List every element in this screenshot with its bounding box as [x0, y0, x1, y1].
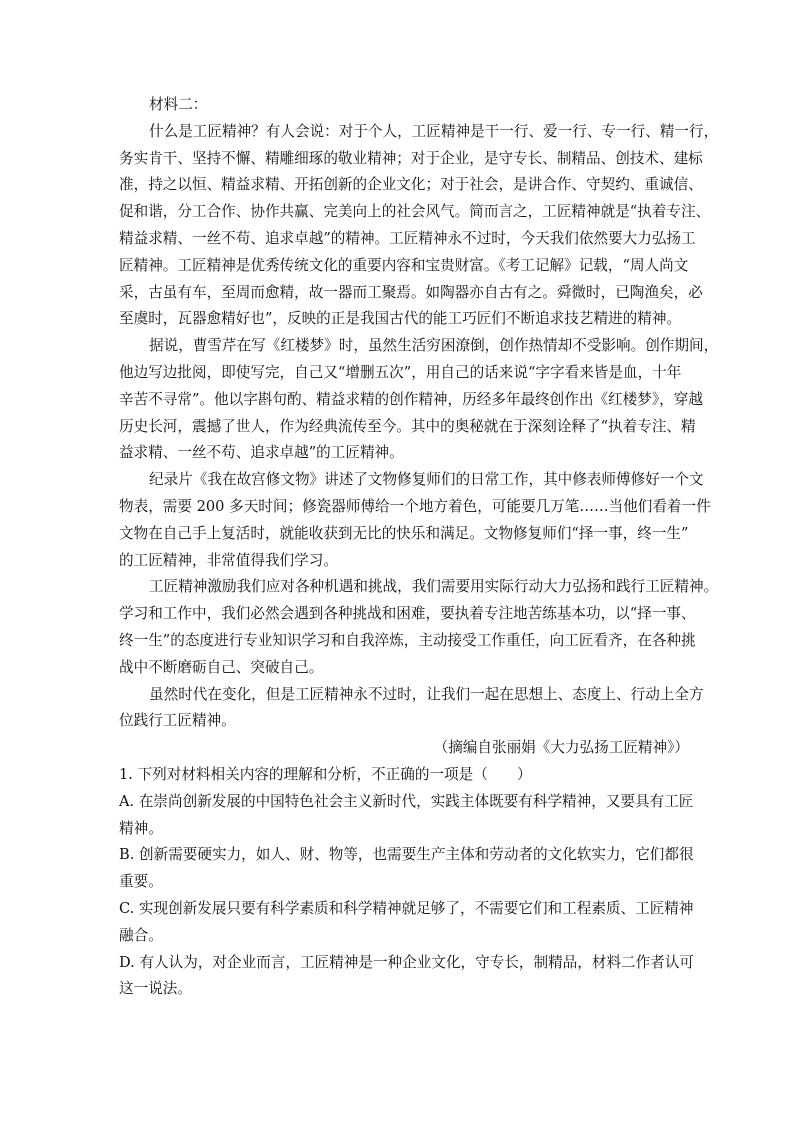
- paragraph-3: [119, 467, 711, 574]
- material-heading: 材料二：: [149, 96, 208, 113]
- paragraph-line: 虽然时代在变化，但是工匠精神永不过时，让我们一起在思想上、态度上、行动上全方: [149, 685, 704, 703]
- option-c: [119, 896, 694, 950]
- paragraph-line: 精益求精、一丝不苟、追求卓越”的精神。工匠精神永不过时，今天我们依然要大力弘扬工: [119, 229, 696, 247]
- paragraph-2: [119, 333, 719, 467]
- option-line: B. 创新需要硬实力，如人、财、物等，也需要生产主体和劳动者的文化软实力，它们都很: [119, 846, 694, 864]
- option-line: 这一说法。: [119, 980, 192, 998]
- option-b: [119, 842, 694, 896]
- paragraph-line: 采，古虽有车，至周而愈精，故一器而工聚焉。如陶器亦自古有之。舜微时，已陶渔矣，必: [119, 283, 703, 301]
- paragraph-line: 务实肯干、坚持不懈、精雕细琢的敬业精神；对于企业，是守专长、制精品、创技术、建标: [119, 149, 703, 167]
- paragraph-line: 准，持之以恒、精益求精、开拓创新的企业文化；对于社会，是讲合作、守契约、重诚信、: [119, 176, 703, 194]
- paragraph-line: 益求精、一丝不苟、追求卓越”的工匠精神。: [119, 444, 404, 462]
- option-line: A. 在崇尚创新发展的中国特色社会主义新时代，实践主体既要有科学精神，又要具有工匠: [119, 792, 694, 810]
- option-line: 融合。: [119, 926, 163, 944]
- paragraph-line: 战中不断磨砺自己、突破自己。: [119, 658, 324, 676]
- question-1: [119, 762, 695, 1003]
- source-citation: （摘编自张丽娟《大力弘扬工匠精神》）: [433, 739, 689, 757]
- option-line: 重要。: [119, 873, 163, 891]
- paragraph-line: 历史长河，震撼了世人，作为经典流传至今。其中的奥秘就在于深刻诠释了“执着专注、精: [119, 417, 696, 435]
- paragraph-line: 促和谐，分工合作、协作共赢、完美向上的社会风气。简而言之，工匠精神就是“执着专注、: [119, 203, 711, 221]
- option-a: [119, 789, 694, 843]
- option-d: [119, 950, 695, 1004]
- paragraph-line: 至虞时，瓦器愈精好也”，反映的正是我国古代的能工巧匠们不断追求技艺精进的精神。: [119, 310, 682, 328]
- option-line: 精神。: [119, 819, 163, 837]
- paragraph-4: [119, 574, 719, 681]
- option-line: D. 有人认为，对企业而言，工匠精神是一种企业文化，守专长，制精品，材料二作者认可: [119, 953, 695, 971]
- paragraph-line: 纪录片《我在故宫修文物》讲述了文物修复师们的日常工作，其中修表师傅修好一个文: [149, 471, 704, 489]
- paragraph-5: [119, 682, 704, 736]
- paragraph-line: 匠精神。工匠精神是优秀传统文化的重要内容和宝贵财富。《考工记解》记载，“周人尚文: [119, 256, 689, 274]
- paragraph-line: 学习和工作中，我们必然会遇到各种挑战和困难，要执着专注地苦练基本功，以“择一事、: [119, 605, 696, 623]
- document-page: [119, 92, 719, 1003]
- paragraph-line: 位践行工匠精神。: [119, 712, 236, 730]
- question-stem: 1. 下列对材料相关内容的理解和分析，不正确的一项是（ ）: [119, 765, 532, 783]
- paragraph-line: 物表，需要 200 多天时间；修瓷器师傅给一个地方着色，可能要几万笔……当他们看着一件: [119, 497, 711, 515]
- paragraph-1: [119, 119, 719, 333]
- paragraph-line: 文物在自己手上复活时，就能收获到无比的快乐和满足。文物修复师们“择一事，终一生”: [119, 524, 689, 542]
- paragraph-line: 他边写边批阅，即使写完，自己又“增删五次”，用自己的话来说“字字看来皆是血，十年: [119, 363, 682, 381]
- paragraph-line: 什么是工匠精神？有人会说：对于个人，工匠精神是干一行、爱一行、专一行、精一行，: [149, 122, 719, 140]
- paragraph-line: 的工匠精神，非常值得我们学习。: [119, 551, 338, 569]
- paragraph-line: 据说，曹雪芹在写《红楼梦》时，虽然生活穷困潦倒，创作热情却不受影响。创作期间，: [149, 337, 719, 355]
- paragraph-line: 工匠精神激励我们应对各种机遇和挑战，我们需要用实际行动大力弘扬和践行工匠精神。: [149, 578, 719, 596]
- paragraph-line: 辛苦不寻常”。他以字斟句酌、精益求精的创作精神，历经多年最终创作出《红楼梦》，穿越: [119, 390, 703, 408]
- option-line: C. 实现创新发展只要有科学素质和科学精神就足够了，不需要它们和工程素质、工匠精神: [119, 899, 694, 917]
- paragraph-line: 终一生”的态度进行专业知识学习和自我淬炼，主动接受工作重任，向工匠看齐，在各种挑: [119, 631, 696, 649]
